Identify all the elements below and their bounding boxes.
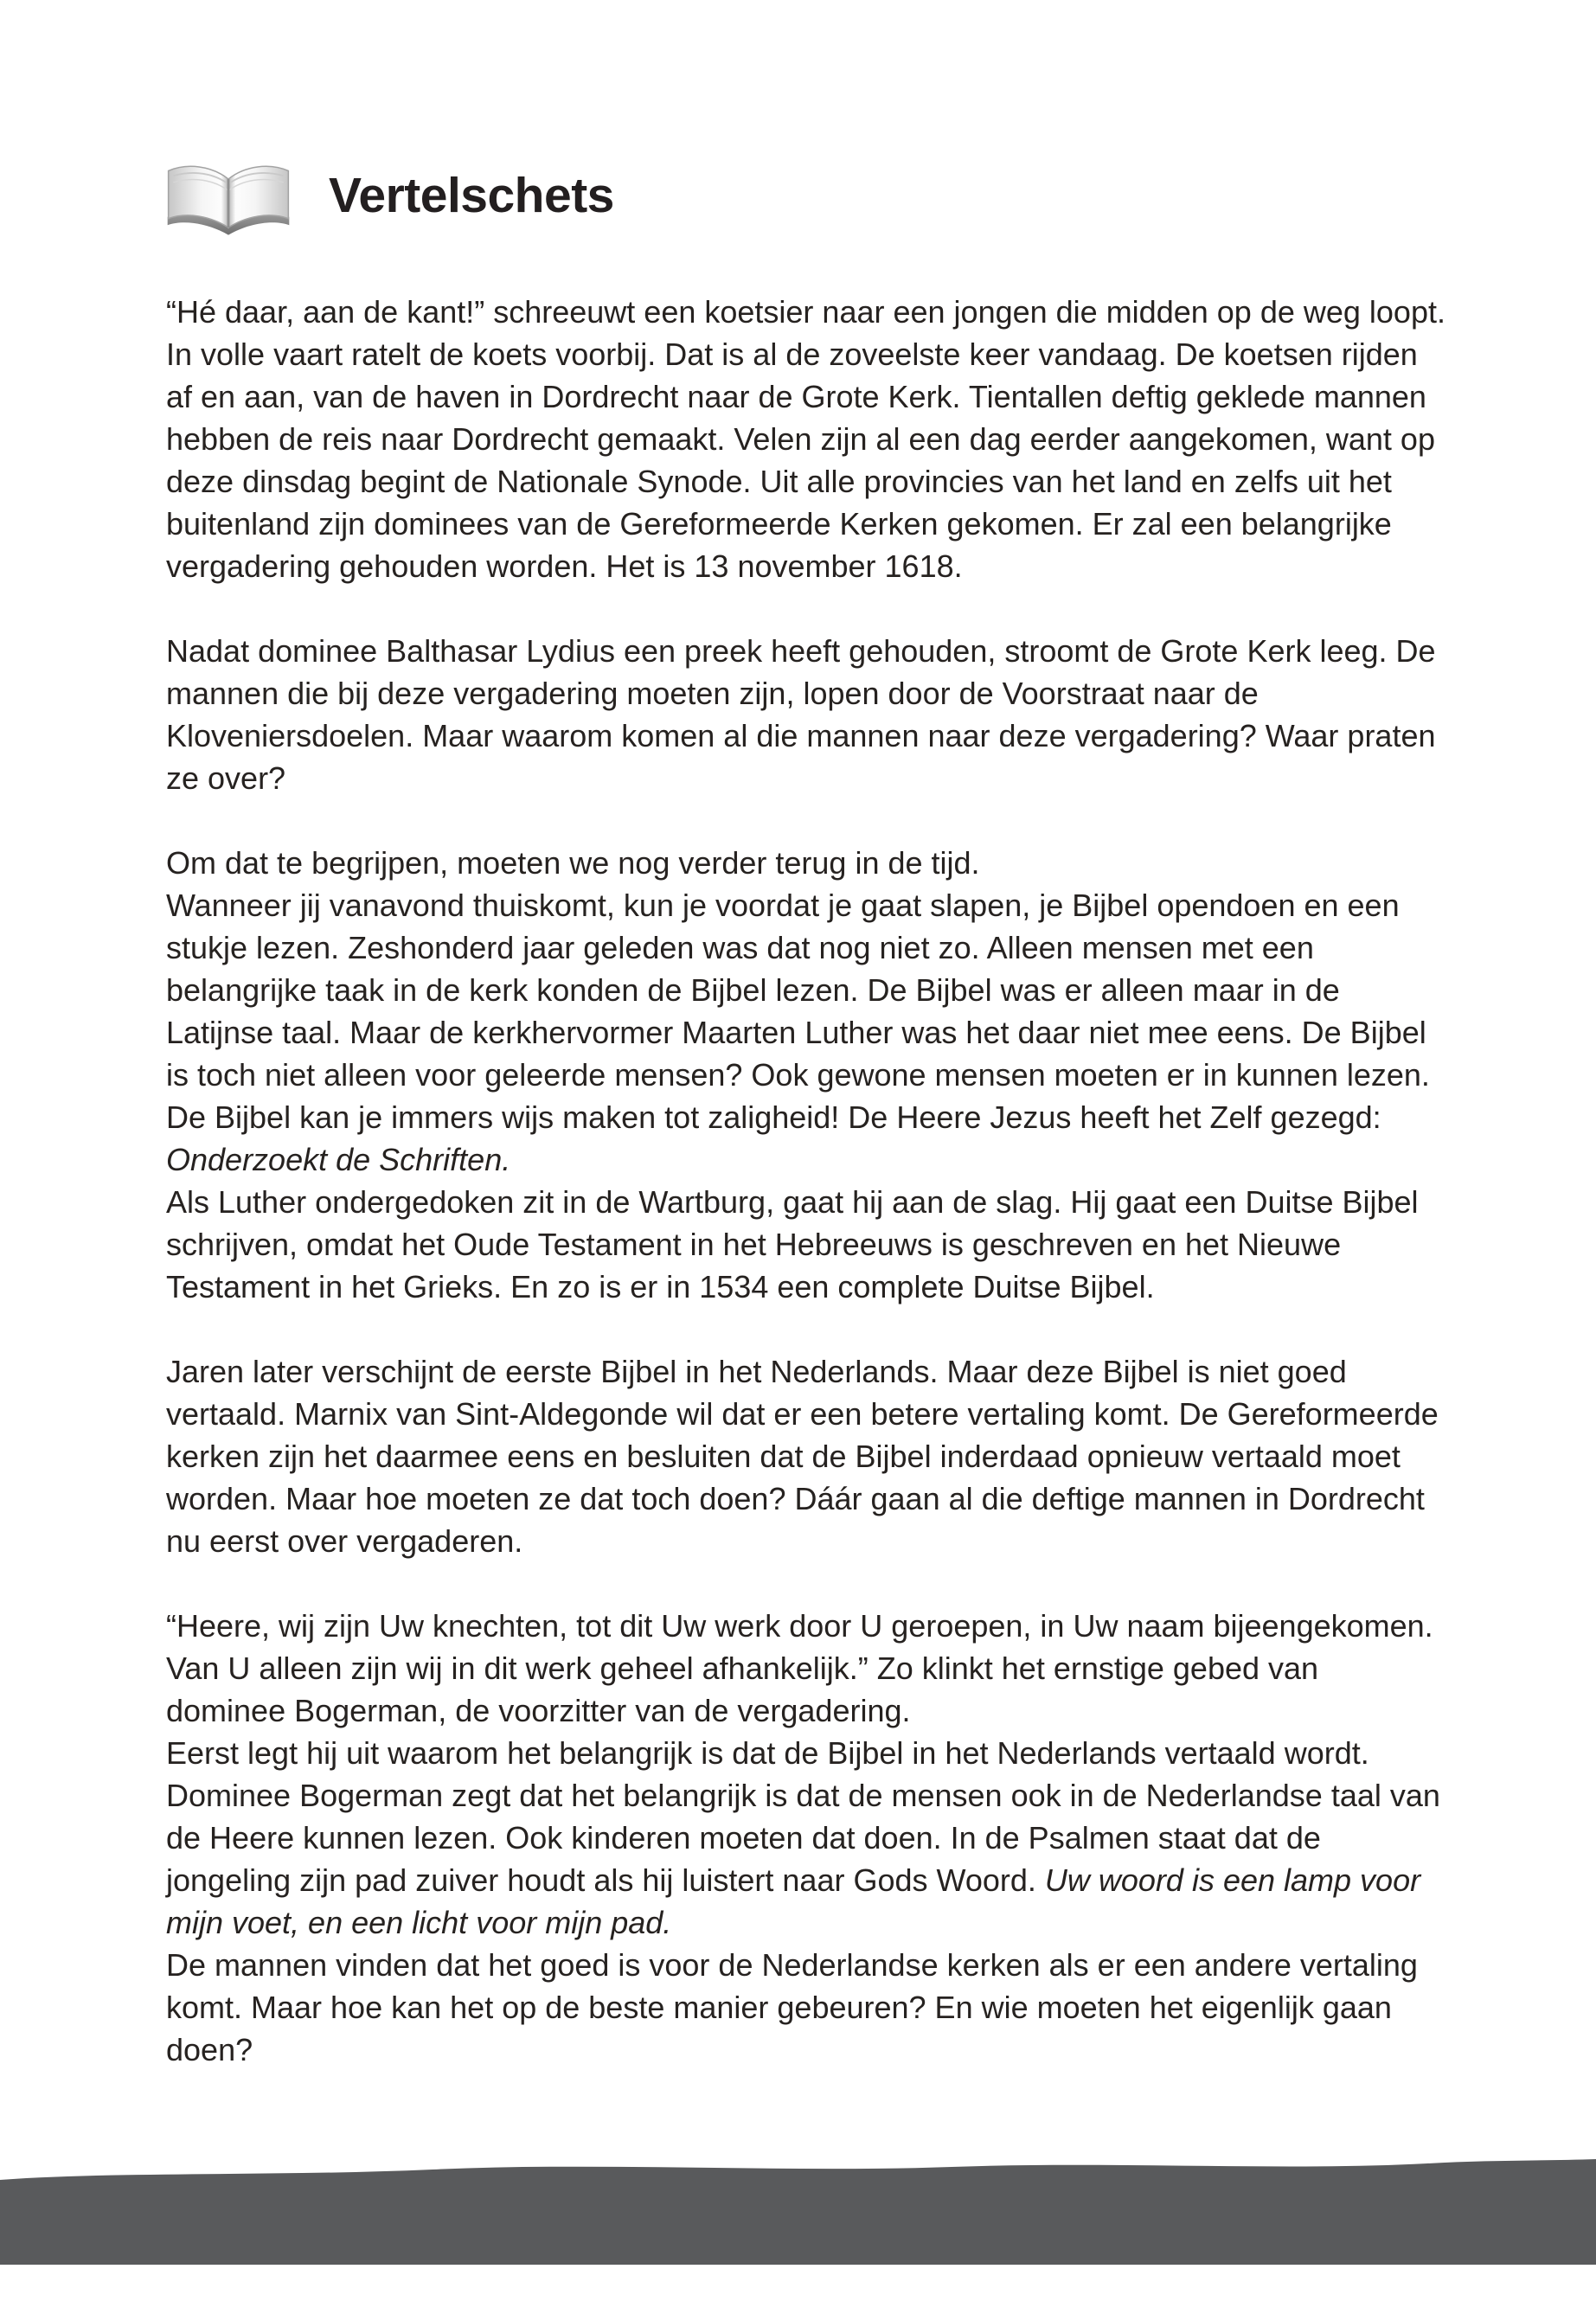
- paragraph: [166, 1350, 1446, 1562]
- body-text: Eerst legt hij uit waarom het belangrijk is dat de Bijbel in het Nederlands vertaald wordt. Dominee Bogerman zegt dat het belangrijk is dat de mensen ook in de Nederlandse taal van de Heere kunnen lezen. Ook kinderen moeten dat doen. In de Psalmen staat dat de jongeling zijn pad zuiver houdt als hij luistert naar Gods Woord.: [166, 1735, 1440, 1898]
- paragraph: [166, 1944, 1446, 2071]
- paragraph: [166, 1605, 1446, 1732]
- paragraph: [166, 842, 1446, 884]
- quote-italic-text: Uw woord is een lamp voor mijn voet, en een licht voor mijn pad.: [166, 1862, 1421, 1940]
- body-text: Om dat te begrijpen, moeten we nog verder terug in de tijd.: [166, 845, 980, 881]
- paragraph: [166, 630, 1446, 799]
- body-text: De mannen vinden dat het goed is voor de Nederlandse kerken als er een andere vertaling komt. Maar hoe kan het op de beste manier gebeuren? En wie moeten het eigenlijk gaan doen?: [166, 1947, 1418, 2067]
- paragraph: [166, 1732, 1446, 1944]
- body-text: Jaren later verschijnt de eerste Bijbel in het Nederlands. Maar deze Bijbel is niet goed vertaald. Marnix van Sint-Aldegonde wil dat er een betere vertaling komt. De Gereformeerde kerken zijn het daarmee eens en besluiten dat de Bijbel inderdaad opnieuw vertaald moet worden. Maar hoe moeten ze dat toch doen? Dáár gaan al die deftige mannen in Dordrecht nu eerst over vergaderen.: [166, 1354, 1439, 1559]
- header: [163, 147, 614, 244]
- quote-italic-text: Onderzoekt de Schriften.: [166, 1142, 511, 1177]
- body-text: “Hé daar, aan de kant!” schreeuwt een koetsier naar een jongen die midden op de weg loopt. In volle vaart ratelt de koets voorbij. Dat is al de zoveelste keer vandaag. De koetsen rijden af en aan, van de haven in Dordrecht naar de Grote Kerk. Tientallen deftig geklede mannen hebben de reis naar Dordrecht gemaakt. Velen zijn al een dag eerder aangekomen, want op deze dinsdag begint de Nationale Synode. Uit alle provincies van het land en zelfs uit het buitenland zijn dominees van de Gereformeerde Kerken gekomen. Er zal een belangrijke vergadering gehouden worden. Het is 13 november 1618.: [166, 294, 1445, 584]
- text-block: [166, 842, 1446, 1308]
- text-block: [166, 1605, 1446, 2071]
- article-body: [166, 291, 1446, 2071]
- body-text: Als Luther ondergedoken zit in de Wartburg, gaat hij aan de slag. Hij gaat een Duitse Bijbel schrijven, omdat het Oude Testament in het Hebreeuws is geschreven en het Nieuwe Testament in het Grieks. En zo is er in 1534 een complete Duitse Bijbel.: [166, 1184, 1419, 1304]
- body-text: Nadat dominee Balthasar Lydius een preek heeft gehouden, stroomt de Grote Kerk leeg. De mannen die bij deze vergadering moeten zijn, lopen door de Voorstraat naar de Kloveniersdoelen. Maar waarom komen al die mannen naar deze vergadering? Waar praten ze over?: [166, 633, 1436, 796]
- footer-band-shape: [0, 2159, 1596, 2265]
- text-block: [166, 291, 1446, 587]
- body-text: “Heere, wij zijn Uw knechten, tot dit Uw werk door U geroepen, in Uw naam bijeengekomen. Van U alleen zijn wij in dit werk geheel afhankelijk.” Zo klinkt het ernstige gebed van dominee Bogerman, de voorzitter van de vergadering.: [166, 1608, 1433, 1728]
- text-block: [166, 1350, 1446, 1562]
- text-block: [166, 630, 1446, 799]
- body-text: Wanneer jij vanavond thuiskomt, kun je voordat je gaat slapen, je Bijbel opendoen en een stukje lezen. Zeshonderd jaar geleden was dat nog niet zo. Alleen mensen met een belangrijke taak in de kerk konden de Bijbel lezen. De Bijbel was er alleen maar in de Latijnse taal. Maar de kerkhervormer Maarten Luther was het daar niet mee eens. De Bijbel is toch niet alleen voor geleerde mensen? Ook gewone mensen moeten er in kunnen lezen. De Bijbel kan je immers wijs maken tot zaligheid! De Heere Jezus heeft het Zelf gezegd:: [166, 888, 1430, 1135]
- open-book-icon: [163, 147, 294, 244]
- paragraph: [166, 884, 1446, 1181]
- footer-band: [0, 2150, 1596, 2265]
- paragraph: [166, 291, 1446, 587]
- page-title: Vertelschets: [329, 167, 614, 223]
- paragraph: [166, 1181, 1446, 1308]
